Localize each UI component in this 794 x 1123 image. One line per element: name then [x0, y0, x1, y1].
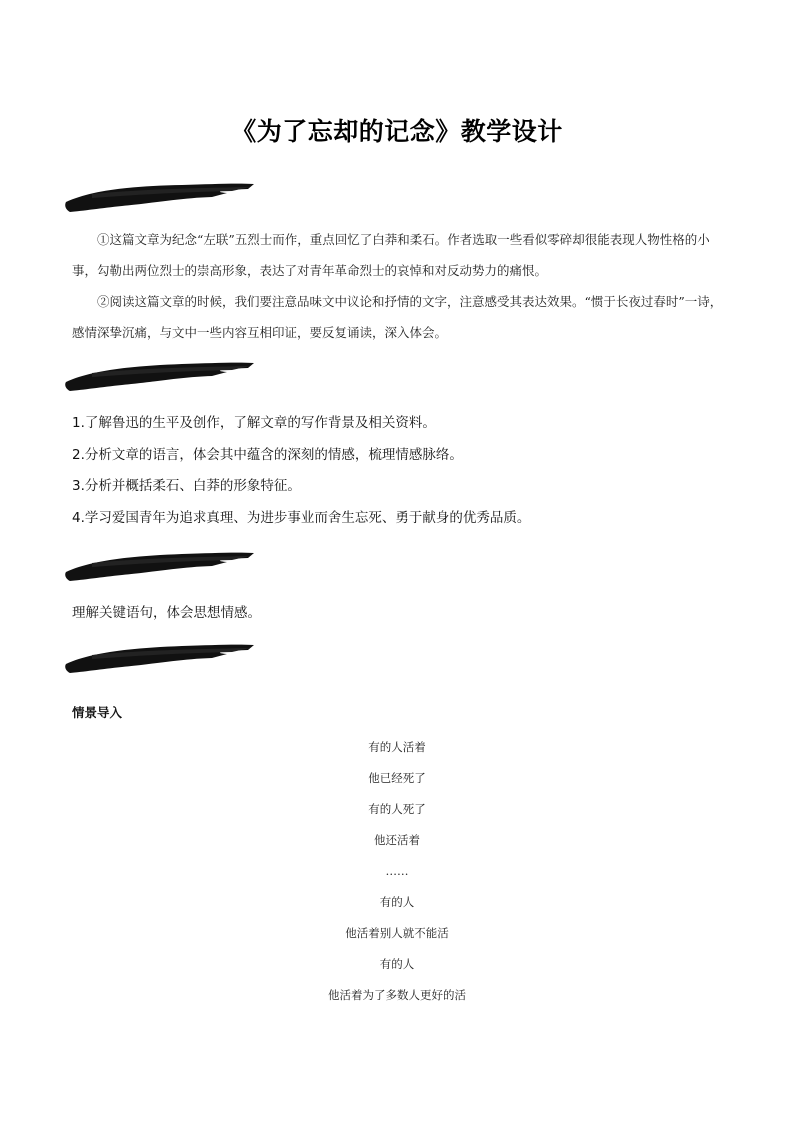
- list-item: 1.了解鲁迅的生平及创作，了解文章的写作背景及相关资料。: [72, 415, 436, 431]
- poem-line: 他已经死了: [368, 771, 426, 785]
- poem-line: 有的人死了: [368, 802, 426, 816]
- list-item: 3.分析并概括柔石、白莽的形象特征。: [72, 478, 301, 494]
- page-title: 《为了忘却的记念》教学设计: [231, 117, 563, 146]
- brush-stroke-icon: [62, 180, 258, 214]
- section-header-brush-objectives: [62, 358, 258, 392]
- brush-stroke-icon: [62, 358, 258, 392]
- process-subheading: 情景导入: [72, 705, 123, 720]
- intro-text: [72, 224, 724, 348]
- poem-line: 他还活着: [374, 833, 420, 847]
- poem-line: 有的人: [379, 957, 415, 971]
- poem-line: 他活着别人就不能活: [345, 926, 449, 940]
- intro-paragraph: ②阅读这篇文章的时候，我们要注意品味文中议论和抒情的文字，注意感受其表达效果。“惯于长夜过春时”一诗，感情深挚沉痛，与文中一些内容互相印证，要反复诵读，深入体会。: [72, 294, 723, 340]
- poem-line: 有的人活着: [368, 740, 426, 754]
- poem-block: [0, 732, 794, 1011]
- key-points-text: 理解关键语句，体会思想情感。: [72, 605, 261, 621]
- section-header-brush-process: [62, 640, 258, 674]
- section-header-brush-intro: [62, 180, 258, 214]
- intro-paragraph: ①这篇文章为纪念“左联”五烈士而作，重点回忆了白莽和柔石。作者选取一些看似零碎却很能表现人物性格的小事，勾勒出两位烈士的崇高形象，表达了对青年革命烈士的哀悼和对反动势力的痛恨。: [72, 232, 710, 278]
- section-header-brush-keypoints: [62, 548, 258, 582]
- brush-stroke-icon: [62, 640, 258, 674]
- poem-line: ……: [385, 864, 409, 878]
- list-item: 4.学习爱国青年为追求真理、为进步事业而舍生忘死、勇于献身的优秀品质。: [72, 509, 531, 526]
- poem-line: 有的人: [379, 895, 415, 909]
- list-item: 2.分析文章的语言，体会其中蕴含的深刻的情感，梳理情感脉络。: [72, 446, 463, 463]
- poem-line: 他活着为了多数人更好的活: [328, 988, 466, 1002]
- brush-stroke-icon: [62, 548, 258, 582]
- objectives-list: [72, 408, 724, 534]
